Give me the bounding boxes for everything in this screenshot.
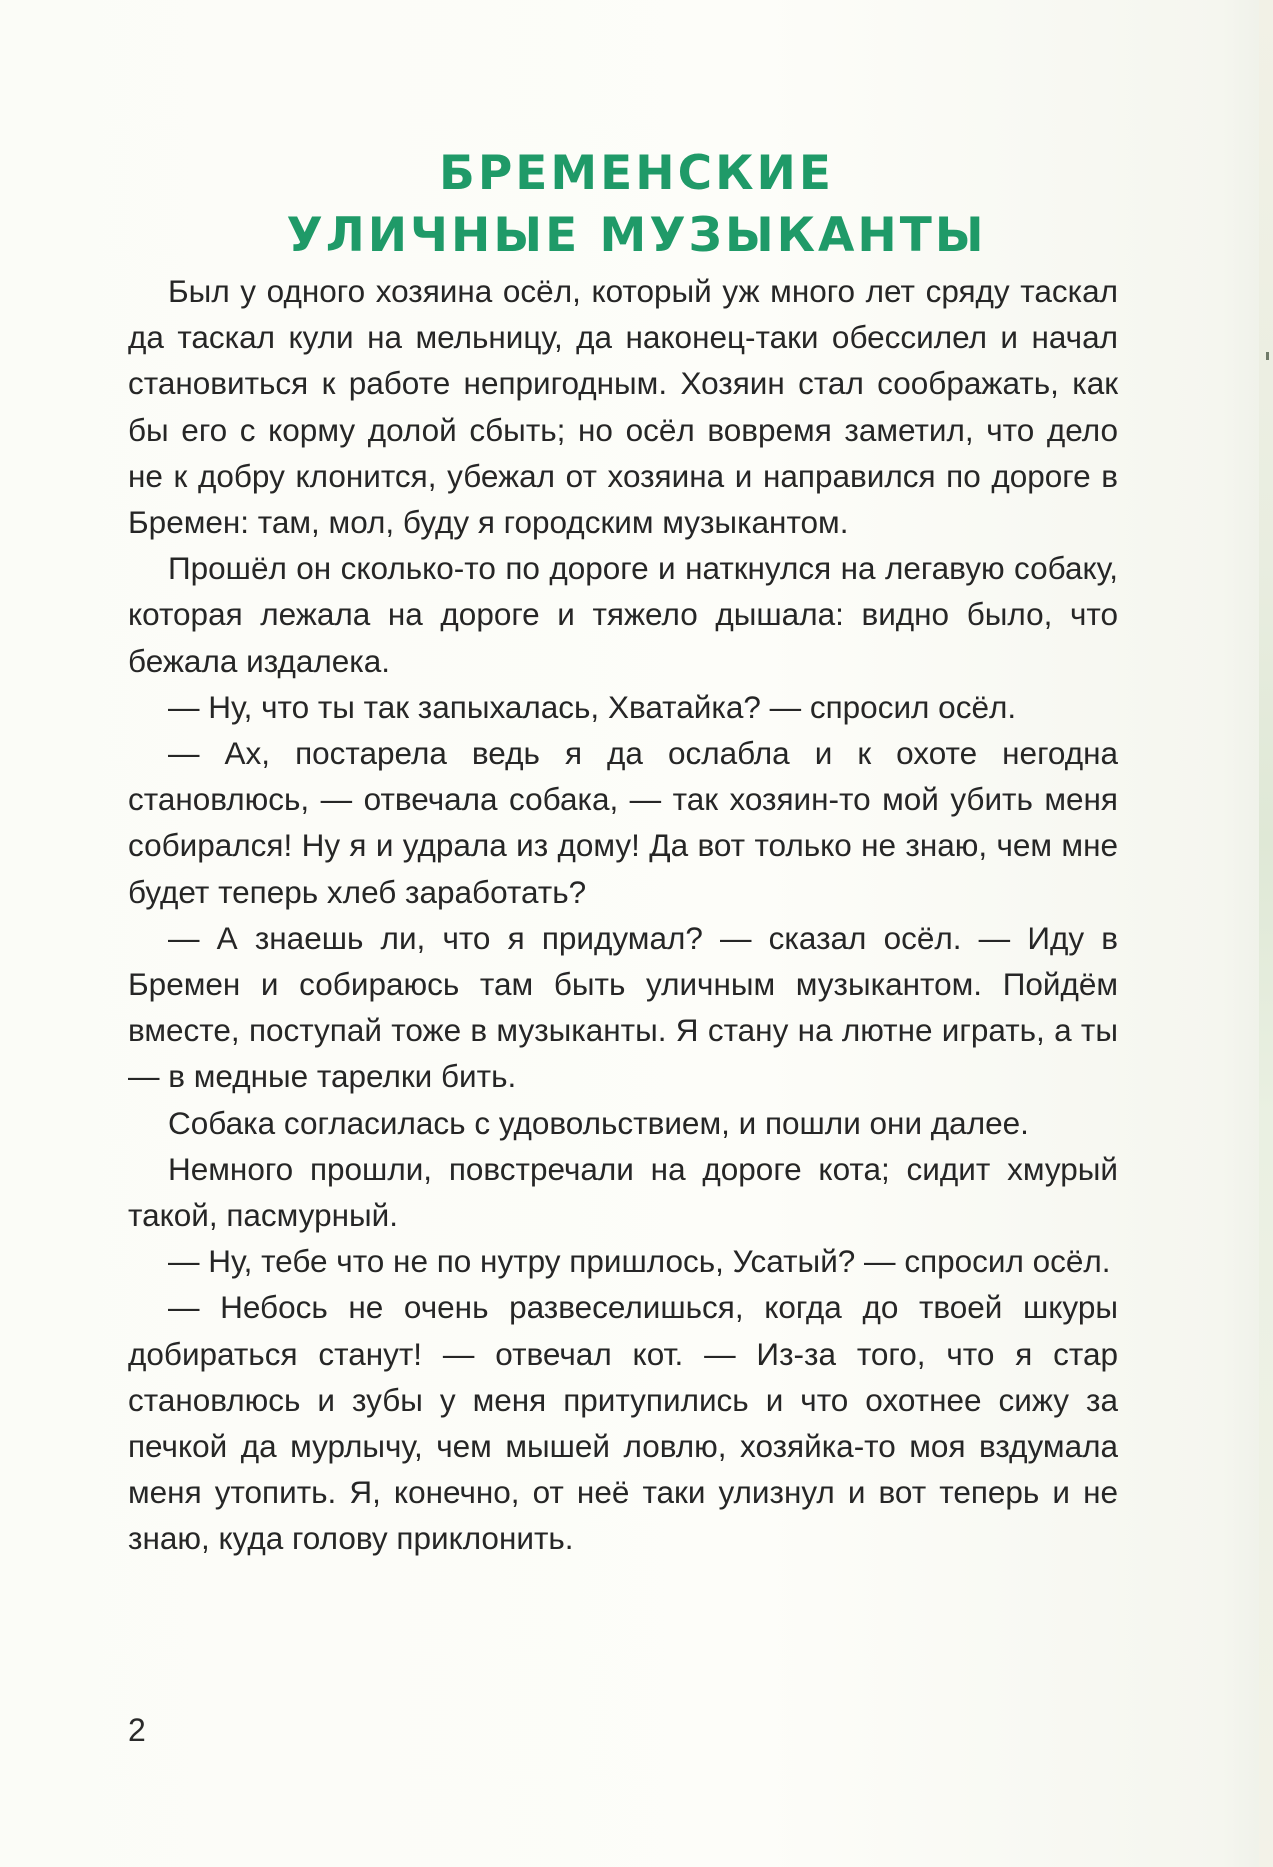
edge-mark [1266,352,1269,360]
page-edge-illustration-strip [1259,0,1273,1867]
paragraph: Был у одного хозяина осёл, который уж много лет сряду таскал да таскал кули на мельницу, да наконец-таки обессилел и начал становиться к работе непригодным. Хозяин стал соображать, как бы его с корму долой сбыть; но осёл вовремя заметил, что дело не к добру клонится, убежал от хозяина и направился по дороге в Бремен: там, мол, буду я городским музыкантом. [128,273,1118,541]
paragraph: Немного прошли, повстречали на дороге кота; сидит хмурый такой, пасмурный. [128,1150,1118,1234]
paragraph: — Небось не очень развеселишься, когда до твоей шкуры добираться станут! — отвечал кот. — Из-за того, что я стар становлюсь и зубы у меня притупились и что охотнее сижу за печкой да мурлычу, чем мышей ловлю, хозяйка-то моя вздумала меня утопить. Я, конечно, от неё таки улизнул и вот теперь и не знаю, куда голову приклонить. [128,1289,1118,1557]
paragraph: — Ах, постарела ведь я да ослабла и к охоте негодна становлюсь, — отвечала собака, — так хозяин-то мой убить меня собирался! Ну я и удрала из дому! Да вот только не знаю, чем мне будет теперь хлеб заработать? [128,735,1118,910]
paragraph: Прошёл он сколько-то по дороге и наткнулся на легавую собаку, которая лежала на дороге и тяжело дышала: видно было, что бежала издалека. [128,550,1118,679]
story-body [128,268,1118,1562]
paragraph: Собака согласилась с удовольствием, и пошли они далее. [168,1104,1029,1141]
paragraph: — Ну, что ты так запыхалась, Хватайка? — спросил осёл. [168,688,1017,725]
story-title-line-2: УЛИЧНЫЕ МУЗЫКАНТЫ [286,208,987,264]
story-title-line-1: БРЕМЕНСКИЕ [439,146,834,202]
story-title [0,143,1273,267]
paragraph: — Ну, тебе что не по нутру пришлось, Усатый? — спросил осёл. [168,1243,1111,1280]
paragraph: — А знаешь ли, что я придумал? — сказал осёл. — Иду в Бремен и собираюсь там быть уличным музыкантом. Пойдём вместе, поступай тоже в музыканты. Я стану на лютне играть, а ты — в медные тарелки бить. [128,919,1118,1095]
page-number: 2 [128,1712,146,1748]
